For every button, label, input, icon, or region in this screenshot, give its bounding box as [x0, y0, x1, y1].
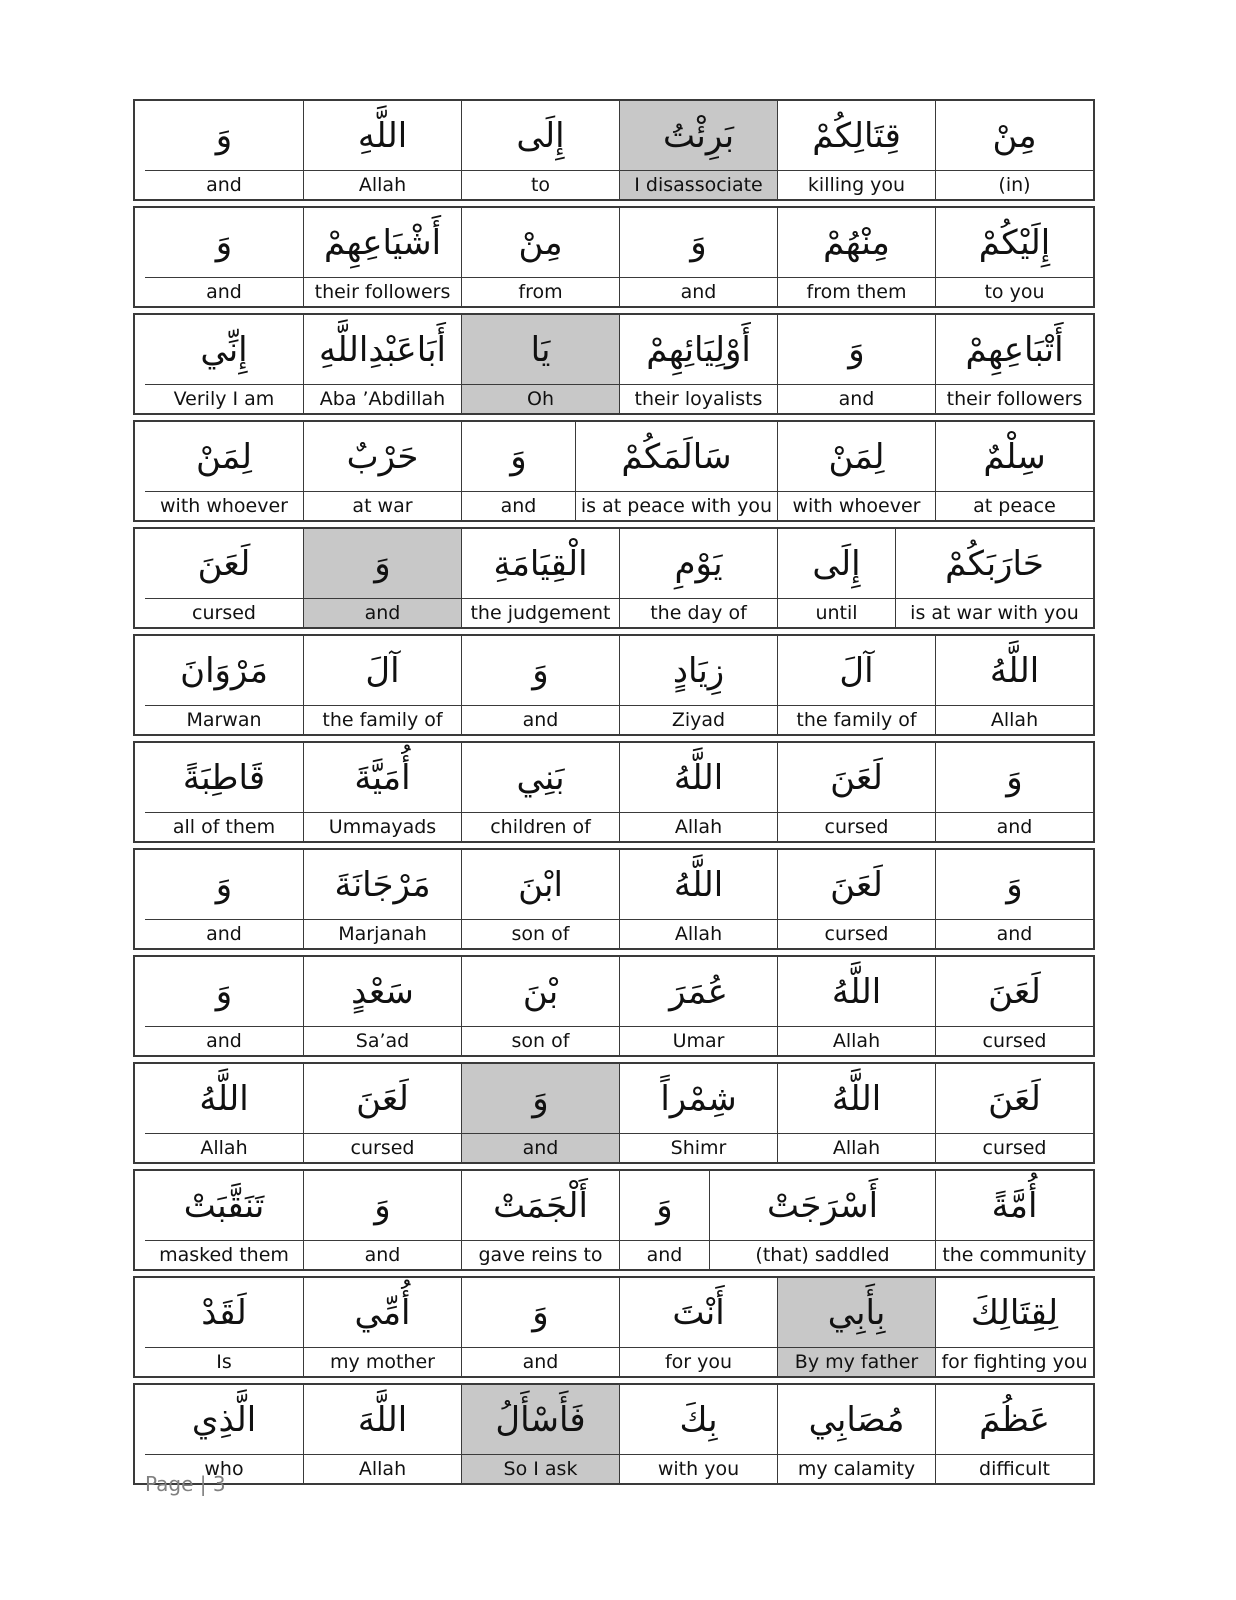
arabic-word: إِلَيْكُمْ — [936, 208, 1093, 278]
word-cell — [303, 636, 461, 734]
arabic-word: اللَّهَ — [304, 1385, 461, 1455]
verse-row — [133, 527, 1095, 629]
english-translation: and — [364, 1244, 401, 1266]
arabic-word: وَ — [936, 850, 1093, 920]
arabic-word: أَوْلِيَائِهِمْ — [620, 315, 777, 385]
word-cell — [935, 1385, 1093, 1483]
english-translation: Ziyad — [671, 709, 726, 731]
english-translation: Oh — [527, 388, 554, 410]
word-cell-highlighted — [461, 1064, 619, 1162]
word-cell — [145, 743, 303, 841]
arabic-word: مِنْ — [462, 208, 619, 278]
arabic-word: بِأَبِي — [778, 1278, 935, 1348]
word-cell — [145, 208, 303, 306]
arabic-word: حَرْبٌ — [304, 422, 461, 492]
word-cell — [619, 208, 777, 306]
english-translation: the family of — [796, 709, 917, 731]
arabic-word: لَعَنَ — [145, 529, 303, 599]
english-translation: Allah — [358, 1458, 407, 1480]
english-translation: is at peace with you — [580, 495, 773, 517]
english-translation: cursed — [350, 1137, 415, 1159]
english-translation: masked them — [159, 1244, 289, 1266]
arabic-word: بِكَ — [620, 1385, 777, 1455]
english-translation: and — [996, 816, 1033, 838]
arabic-word: وَ — [462, 1278, 619, 1348]
english-translation: Allah — [674, 923, 723, 945]
arabic-word: وَ — [145, 101, 303, 171]
word-cell — [145, 850, 303, 948]
word-cell — [619, 743, 777, 841]
english-translation: their followers — [314, 281, 451, 303]
arabic-word: لَعَنَ — [778, 743, 935, 813]
arabic-word: سِلْمٌ — [936, 422, 1093, 492]
arabic-word: اللَّهُ — [778, 1064, 935, 1134]
arabic-word: زِيَادٍ — [620, 636, 777, 706]
english-translation: Allah — [358, 174, 407, 196]
arabic-word: مَرْوَانَ — [145, 636, 303, 706]
arabic-word: أَنْتَ — [620, 1278, 777, 1348]
verse-row — [133, 206, 1095, 308]
arabic-word: تَنَقَّبَتْ — [145, 1171, 303, 1241]
english-translation: (in) — [998, 174, 1031, 196]
word-cell — [935, 636, 1093, 734]
arabic-word: لِمَنْ — [778, 422, 935, 492]
word-cell — [935, 422, 1093, 520]
word-cell — [303, 1385, 461, 1483]
word-cell-highlighted — [777, 1278, 935, 1376]
word-cell — [303, 101, 461, 199]
verse-row — [133, 848, 1095, 950]
word-cell — [619, 1385, 777, 1483]
english-translation: cursed — [982, 1030, 1047, 1052]
english-translation: and — [646, 1244, 683, 1266]
verse-row — [133, 741, 1095, 843]
word-cell — [935, 850, 1093, 948]
word-cell — [303, 315, 461, 413]
arabic-word: قِتَالِكُمْ — [778, 101, 935, 171]
english-translation: and — [680, 281, 717, 303]
arabic-word: حَارَبَكُمْ — [896, 529, 1093, 599]
word-cell — [777, 957, 935, 1055]
arabic-word: أَتْبَاعِهِمْ — [936, 315, 1093, 385]
arabic-word: أُمَّةً — [936, 1171, 1093, 1241]
arabic-word: يَا — [462, 315, 619, 385]
word-cell — [145, 636, 303, 734]
english-translation: and — [500, 495, 537, 517]
arabic-word: وَ — [145, 957, 303, 1027]
english-translation: with whoever — [792, 495, 921, 517]
english-translation: with whoever — [160, 495, 288, 517]
word-cell — [575, 422, 777, 520]
word-cell — [145, 529, 303, 627]
arabic-word: لَعَنَ — [304, 1064, 461, 1134]
word-cell — [145, 957, 303, 1055]
english-translation: Is — [216, 1351, 232, 1373]
english-translation: from — [518, 281, 563, 303]
arabic-word: وَ — [620, 208, 777, 278]
arabic-word: وَ — [304, 1171, 461, 1241]
arabic-word: لَعَنَ — [936, 1064, 1093, 1134]
english-translation: Marwan — [186, 709, 262, 731]
arabic-word: وَ — [462, 422, 575, 492]
arabic-word: وَ — [145, 850, 303, 920]
arabic-word: اللَّهُ — [620, 743, 777, 813]
page-number: Page | 3 — [145, 1472, 226, 1496]
english-translation: and — [522, 1351, 559, 1373]
word-cell — [777, 636, 935, 734]
word-cell — [935, 1278, 1093, 1376]
word-cell — [935, 1064, 1093, 1162]
verse-row — [133, 1276, 1095, 1378]
arabic-word: ابْنَ — [462, 850, 619, 920]
arabic-word: قَاطِبَةً — [145, 743, 303, 813]
arabic-word: عُمَرَ — [620, 957, 777, 1027]
word-cell — [935, 208, 1093, 306]
word-cell — [303, 743, 461, 841]
english-translation: Verily I am — [173, 388, 275, 410]
english-translation: who — [204, 1458, 244, 1480]
word-cell — [461, 957, 619, 1055]
english-translation: the community — [942, 1244, 1087, 1266]
arabic-word: بَرِئْتُ — [620, 101, 777, 171]
word-cell — [461, 101, 619, 199]
verse-row — [133, 634, 1095, 736]
word-cell — [461, 529, 619, 627]
word-cell — [619, 1171, 709, 1269]
word-cell — [145, 315, 303, 413]
verse-row — [133, 955, 1095, 1057]
english-translation: until — [815, 602, 858, 624]
arabic-word: لَقَدْ — [145, 1278, 303, 1348]
arabic-word: وَ — [462, 1064, 619, 1134]
english-translation: and — [206, 923, 242, 945]
english-translation: from them — [806, 281, 907, 303]
english-translation: for you — [664, 1351, 733, 1373]
arabic-word: وَ — [145, 208, 303, 278]
word-cell — [461, 208, 619, 306]
word-cell — [461, 1278, 619, 1376]
word-cell — [303, 850, 461, 948]
arabic-word: لَعَنَ — [778, 850, 935, 920]
arabic-word: سَعْدٍ — [304, 957, 461, 1027]
arabic-word: لَعَنَ — [936, 957, 1093, 1027]
english-translation: and — [206, 1030, 242, 1052]
arabic-word: بَنِي — [462, 743, 619, 813]
arabic-word: إِلَى — [778, 529, 895, 599]
arabic-word: أُمِّي — [304, 1278, 461, 1348]
word-cell — [303, 957, 461, 1055]
english-translation: for fighting you — [941, 1351, 1088, 1373]
arabic-word: الْقِيَامَةِ — [462, 529, 619, 599]
english-translation: Allah — [832, 1137, 881, 1159]
word-cell — [145, 1064, 303, 1162]
arabic-word: آلَ — [778, 636, 935, 706]
word-cell — [777, 315, 935, 413]
arabic-word: أَبَاعَبْدِاللَّهِ — [304, 315, 461, 385]
word-cell — [777, 1064, 935, 1162]
english-translation: son of — [511, 923, 570, 945]
english-translation: children of — [490, 816, 591, 838]
word-cell — [461, 850, 619, 948]
translation-table — [133, 99, 1095, 1490]
word-cell — [619, 850, 777, 948]
arabic-word: إِنِّي — [145, 315, 303, 385]
arabic-word: مَرْجَانَةَ — [304, 850, 461, 920]
english-translation: Allah — [832, 1030, 881, 1052]
word-cell — [777, 208, 935, 306]
word-cell-highlighted — [461, 315, 619, 413]
arabic-word: فَأَسْأَلُ — [462, 1385, 619, 1455]
english-translation: and — [838, 388, 875, 410]
word-cell — [935, 957, 1093, 1055]
english-translation: the judgement — [470, 602, 611, 624]
word-cell — [777, 850, 935, 948]
word-cell — [777, 422, 935, 520]
english-translation: the day of — [650, 602, 747, 624]
word-cell — [935, 315, 1093, 413]
word-cell — [619, 1064, 777, 1162]
word-cell — [619, 529, 777, 627]
arabic-word: مِنْ — [936, 101, 1093, 171]
arabic-word: مِنْهُمْ — [778, 208, 935, 278]
arabic-word: أَسْرَجَتْ — [710, 1171, 935, 1241]
word-cell — [303, 422, 461, 520]
word-cell — [145, 1385, 303, 1483]
word-cell — [709, 1171, 935, 1269]
word-cell-highlighted — [303, 529, 461, 627]
word-cell — [145, 1278, 303, 1376]
english-translation: By my father — [794, 1351, 919, 1373]
english-translation: to you — [984, 281, 1045, 303]
english-translation: Ummayads — [328, 816, 437, 838]
english-translation: my mother — [330, 1351, 435, 1373]
word-cell — [619, 315, 777, 413]
word-cell — [619, 636, 777, 734]
english-translation: and — [206, 281, 242, 303]
word-cell — [461, 1171, 619, 1269]
word-cell-highlighted — [461, 1385, 619, 1483]
word-cell — [777, 1385, 935, 1483]
english-translation: son of — [511, 1030, 570, 1052]
arabic-word: لِمَنْ — [145, 422, 303, 492]
english-translation: killing you — [807, 174, 906, 196]
arabic-word: لِقِتَالِكَ — [936, 1278, 1093, 1348]
word-cell — [461, 422, 575, 520]
english-translation: Aba ’Abdillah — [319, 388, 446, 410]
english-translation: their loyalists — [634, 388, 763, 410]
english-translation: and — [522, 1137, 559, 1159]
english-translation: Marjanah — [338, 923, 427, 945]
english-translation: cursed — [982, 1137, 1047, 1159]
arabic-word: آلَ — [304, 636, 461, 706]
english-translation: all of them — [172, 816, 276, 838]
english-translation: Umar — [672, 1030, 725, 1052]
arabic-word: وَ — [462, 636, 619, 706]
english-translation: and — [206, 174, 242, 196]
english-translation: with you — [657, 1458, 740, 1480]
english-translation: Sa’ad — [355, 1030, 410, 1052]
arabic-word: وَ — [936, 743, 1093, 813]
english-translation: I disassociate — [634, 174, 763, 196]
english-translation: and — [522, 709, 559, 731]
english-translation: cursed — [824, 816, 889, 838]
word-cell — [895, 529, 1093, 627]
verse-row — [133, 420, 1095, 522]
english-translation: and — [996, 923, 1033, 945]
arabic-word: اللَّهُ — [620, 850, 777, 920]
english-translation: the family of — [322, 709, 443, 731]
english-translation: (that) saddled — [755, 1244, 890, 1266]
word-cell — [777, 101, 935, 199]
word-cell — [935, 1171, 1093, 1269]
arabic-word: وَ — [620, 1171, 709, 1241]
word-cell — [145, 1171, 303, 1269]
arabic-word: أَلْجَمَتْ — [462, 1171, 619, 1241]
arabic-word: بْنَ — [462, 957, 619, 1027]
verse-row — [133, 99, 1095, 201]
arabic-word: وَ — [778, 315, 935, 385]
word-cell — [145, 422, 303, 520]
arabic-word: عَظُمَ — [936, 1385, 1093, 1455]
word-cell — [935, 101, 1093, 199]
english-translation: cursed — [824, 923, 889, 945]
english-translation: my calamity — [797, 1458, 916, 1480]
verse-row — [133, 313, 1095, 415]
verse-row — [133, 1169, 1095, 1271]
word-cell — [303, 208, 461, 306]
english-translation: Allah — [990, 709, 1039, 731]
arabic-word: وَ — [304, 529, 461, 599]
english-translation: their followers — [946, 388, 1083, 410]
english-translation: gave reins to — [478, 1244, 603, 1266]
arabic-word: أُمَيَّةَ — [304, 743, 461, 813]
arabic-word: سَالَمَكُمْ — [576, 422, 777, 492]
arabic-word: إِلَى — [462, 101, 619, 171]
verse-row — [133, 1383, 1095, 1485]
word-cell — [303, 1064, 461, 1162]
word-cell — [303, 1278, 461, 1376]
arabic-word: اللَّهِ — [304, 101, 461, 171]
arabic-word: مُصَابِي — [778, 1385, 935, 1455]
english-translation: Shimr — [670, 1137, 727, 1159]
word-cell — [935, 743, 1093, 841]
word-cell — [619, 957, 777, 1055]
arabic-word: اللَّهُ — [145, 1064, 303, 1134]
word-cell — [303, 1171, 461, 1269]
english-translation: difficult — [979, 1458, 1050, 1480]
english-translation: at war — [352, 495, 413, 517]
arabic-word: يَوْمِ — [620, 529, 777, 599]
word-cell — [777, 743, 935, 841]
english-translation: Allah — [674, 816, 723, 838]
word-cell — [461, 743, 619, 841]
word-cell — [461, 636, 619, 734]
arabic-word: الَّذِي — [145, 1385, 303, 1455]
arabic-word: أَشْيَاعِهِمْ — [304, 208, 461, 278]
word-cell — [145, 101, 303, 199]
word-cell — [777, 529, 895, 627]
english-translation: and — [364, 602, 401, 624]
english-translation: So I ask — [503, 1458, 578, 1480]
english-translation: at peace — [973, 495, 1056, 517]
verse-row — [133, 1062, 1095, 1164]
english-translation: to — [530, 174, 551, 196]
word-cell — [619, 1278, 777, 1376]
arabic-word: اللَّهُ — [778, 957, 935, 1027]
english-translation: cursed — [192, 602, 256, 624]
english-translation: is at war with you — [910, 602, 1079, 624]
english-translation: Allah — [200, 1137, 248, 1159]
arabic-word: شِمْراً — [620, 1064, 777, 1134]
arabic-word: اللَّهُ — [936, 636, 1093, 706]
word-cell-highlighted — [619, 101, 777, 199]
